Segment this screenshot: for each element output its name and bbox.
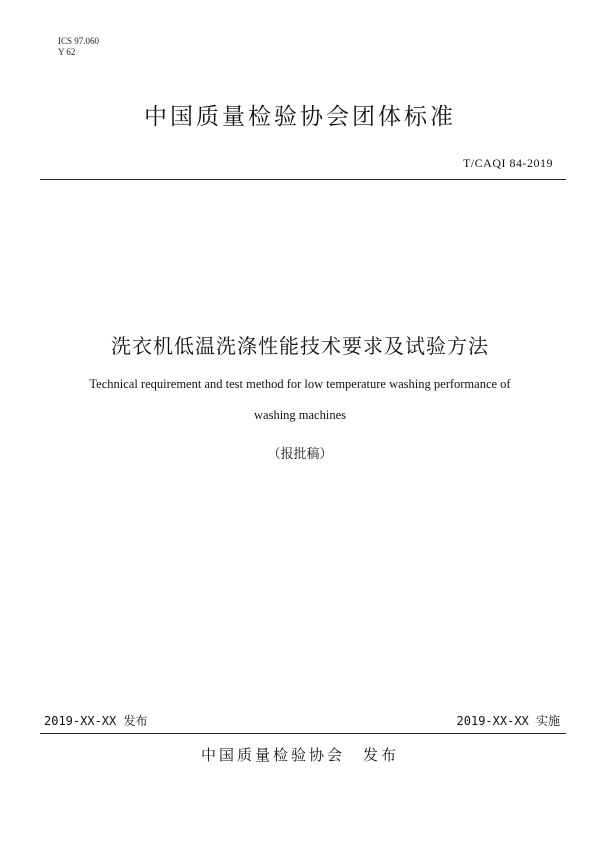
issue-date: 2019-XX-XX 发布 xyxy=(44,714,148,728)
draft-status: （报批稿） xyxy=(267,447,333,462)
standard-number: T/CAQI 84-2019 xyxy=(463,156,553,170)
organization-standard-title: 中国质量检验协会团体标准 xyxy=(144,104,456,130)
document-title-en-line1: Technical requirement and test method for low temperature washing performance of xyxy=(89,377,511,391)
implementation-date: 2019-XX-XX 实施 xyxy=(456,714,560,728)
publisher-name: 中国质量检验协会 xyxy=(200,746,345,764)
top-divider xyxy=(40,179,566,180)
ics-code: ICS 97.060 xyxy=(58,36,100,46)
publisher-action: 发布 xyxy=(363,746,400,764)
document-title-cn: 洗衣机低温洗涤性能技术要求及试验方法 xyxy=(111,334,489,358)
bottom-divider xyxy=(40,733,566,734)
classification-codes xyxy=(58,36,99,58)
document-title-en-line2: washing machines xyxy=(254,408,346,422)
publisher-line xyxy=(0,744,600,765)
ccs-code: Y 62 xyxy=(58,47,76,57)
